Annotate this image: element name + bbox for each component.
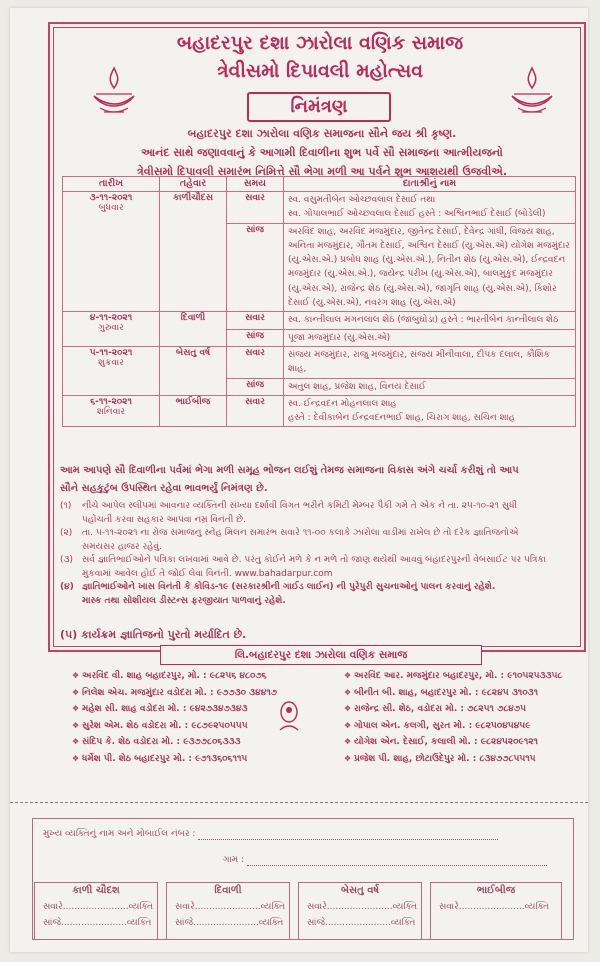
table-row: ૫-૧૧-૨૦૨૧ શુક્રવાર બેસતુ વર્ષ સવાર સંજય મજમુંદાર, રાજુ મજમુંદાર, સંજય મીનીવાલા, દીપક દલાલ, કૌશિક શાહ, [63, 346, 576, 378]
list-item: ❖ ગોપાલ એન. કલગી, સુરત મો. : ૯૮૨૫૦૪૫૪૫૯ [344, 718, 580, 735]
column-header-time: સમય [227, 177, 284, 192]
intro-text: બહાદરપુર દશા ઝારોલા વણિક સમાજના સૌને જય શ્રી કૃષ્ણ. આનંદ સાથે જણાવવાનું કે આગામી દિવાળીના શુભ પર્વે સૌ સમાજના આત્મીયજનો ત્રેવીસમો દિપાવલી સમારંભ નિમિત્તે સૌ ભેગા મળી આ પર્વને શુભ આશયથી ઉજવીએ. [136, 127, 508, 178]
table-row: ૬-૧૧-૨૦૨૧ શનિવાર ભાઈબીજ સવાર સ્વ. ઈન્દ્રવદન મોહનલાલ શાહ હસ્તે : દેવીકાબેન ઈન્દ્રવદનભાઈ શાહ, ચિરાગ શાહ, સચિન શાહ [63, 395, 576, 427]
invitation-message: આમ આપણે સૌ દિવાળીના પર્વમાં ભેગા મળી સમૂહ ભોજન લઈશું તેમજ સમાજના વિકાસ અંગે ચર્ચા કરીશું તો આપ સૌને સહકુટુંબ ઉપસ્થિત રહેવા ભાવભર્યું નિમંત્રણ છે. [60, 465, 519, 494]
list-item: ❖ યોગેશ એન. દેસાઈ, કલાલી મો. : ૯૮૨૪૫૨૦૯૧૨૧ [344, 734, 580, 751]
table-row: સાંજ અરવિંદ શાહ, અરવિંદ મજમુંદાર, જીતેન્દ્ર દેસાઈ, દેવેન્દ્ર ગાંધી, વિજય શાહ, અનિતા મજમુંદાર, ગૌતમ દેસાઈ, અશ્વિન દેસાઈ (યુ.એસ.એ) યોગેશ મજમુંદાર (યુ.એસ.એ.) પ્રબોધ શાહ (યુ.એસ.એ.), નિતીન શેઠ (યુ.એસ.એ), ઈન્દ્રવદન મજમુંદાર (યુ.એસ.એ.), જયેન્દ્ર પરીખ (યુ.એસ.એ), બાલમુકુંદ મજમુંદાર (યુ.એસ.એ), રાજેન્દ્ર શેઠ (યુ.એસ.એ), જાગૃતિ શાહ (યુ.એસ.એ), કિશોર દેસાઈ (યુ.એસ.એ), નવરંગ શાહ (યુ.એસ.એ) [63, 223, 576, 312]
list-item: ❖ રાજેન્દ્ર સી. શેઠ, વડોદરા મો. : ૭૮૨૫૧ ૭૮૪૭૫ [344, 701, 580, 718]
table-row: ૪-૧૧-૨૦૨૧ ગુરુવાર દિવાળી સવાર સ્વ. કાન્તીલાલ મગનલાલ શેઠ (જાબુઘોડા) હસ્તે : ભારતીબેન કાન્તીલાલ શેઠ [63, 312, 576, 329]
attendance-cards [34, 882, 570, 938]
list-item: (૪) જ્ઞાતિભાઈઓને ખાસ વિનંતી કે કોવિડ-૧૯ (સરકારશ્રીની ગાઈડ લાઈન) ની પુરેપુરી સુચનાઓનું પાલન કરવાનું રહેશે. માસ્ક તથા સોશીયલ ડીસ્ટન્સ ફરજીયાત પાળવાનું રહેશે. [60, 582, 496, 606]
program-note: (૫) કાર્યક્રમ જ્ઞાતિજનો પુરતો મર્યાદિત છે. [60, 628, 247, 641]
list-item: (૨) તા. ૫-૧૧-૨૦૨૧ ના રોજ સમાજનુ સ્નેહ મિલન સમારંભ સવારે ૧૧-૦૦ કલાકે ઝારોલા વાડીમાં રાખેલ છે તો દરેક જ્ઞાતિજનોએ સમયસર હાજર રહેવું. [60, 528, 519, 552]
table-row: ૩-૧૧-૨૦૨૧ બુધવાર કાળીચૌદસ સવાર સ્વ. વસુમતીબેન ઓચ્છવલાલ દેસાઈ તથા સ્વ. ગોપાલભાઈ ઓચ્છવલાલ દેસાઈ હસ્તે : અશ્વિનભાઈ દેસાઈ (બોડેલી) [63, 192, 576, 224]
signature-banner: લિ.બહાદરપુર દશા ઝારોલા વણિક સમાજ [160, 645, 482, 665]
name-label: મુખ્ય વ્યક્તિનું નામ અને મોબાઈલ નંબર : [43, 829, 196, 839]
card-besatu-varsh[interactable]: બેસતુ વર્ષ સવારે.......................વ્યક્તિ સાંજે.......................વ્યક્તિ [298, 882, 422, 939]
table-row: સાંજ પૂજા મજમુંદાર (યુ.એસ.એ) [63, 329, 576, 346]
notes-list [60, 500, 580, 608]
list-item: (૩) સર્વ જ્ઞાતિભાઈઓને પત્રિકા લખવામાં આવે છે. પરંતુ કોઈને મળે કે ન મળે તો જાણ થયેથી આવવું બહાદરપુરની વેબસાઈટ પર પત્રિકા મુકવામાં આવેલ હોઈ તે જોઈ લેવા વિનંતી. www.bahadarpur.com [60, 555, 547, 579]
column-header-festival: તહેવાર [160, 177, 227, 192]
name-field[interactable] [198, 829, 498, 840]
committee-members [72, 668, 582, 788]
list-item: ❖ સુરેશ એમ. શેઠ વડોદરા મો. : ૯૮૭૯૨૫૦૫૫૫ [72, 718, 308, 735]
list-item: ❖ પ્રજેશ પી. શાહ, છોટાઉદેપુર મો. : ૮૩૪૭૭૮૫૫૧૫ [344, 751, 580, 768]
cut-line [10, 802, 588, 803]
list-item: ❖ મહેશ સી. શાહ વડોદરા મો. : ૯૪૨૭૩૪૭૩૪૩ [72, 701, 308, 718]
list-item: ❖ સંદિપ કે. શેઠ વડોદરા મો. : ૯૩૭૭૮૦૬૩૩૩ [72, 734, 308, 751]
card-kali-chaudas[interactable]: કાળી ચૌદશ સવારે.......................વ્યક્તિ સાંજે.......................વ્યક્તિ [34, 882, 158, 939]
emblem-icon [276, 700, 302, 734]
page-subtitle: ત્રેવીસમો દિપાવલી મહોત્સવ [216, 60, 424, 82]
column-header-date: તારીખ [63, 177, 160, 192]
column-header-donor: દાતાશ્રીનું નામ [284, 177, 576, 192]
schedule-table [62, 176, 576, 427]
list-item: ❖ નિલેશ એચ. મજમુંદાર વડોદરા મો. : ૯૭૭૩૦ ૩૪૪૧૭ [72, 685, 308, 702]
invitation-badge: નિમંત્રણ [247, 92, 391, 122]
card-bhaibij[interactable]: ભાઈબીજ સવારે.......................વ્યક્તિ [430, 882, 562, 939]
village-field[interactable] [247, 855, 547, 866]
table-row: સાંજ અતુલ શાહ, પ્રજેશ શાહ, વિનય દેસાઈ [63, 378, 576, 395]
list-item: ❖ અરવિંદ આર. મજમુંદાર બહાદરપુર, મો. : ૯૧૦૫૨૫૩૩૫૮ [344, 668, 580, 685]
list-item: (૧) નીચે આપેલ સ્લીપમાં આવનાર વ્યક્તિની સંખ્યા દર્શાવી વિગત ભરીને કમિટી મેમ્બર પૈકી ગમે તે એક ને તા. ૨૫-૧૦-૨૧ સુધી પહોંચતી કરવા સહકાર આપવા નમ્ર વિનંતી છે. [60, 501, 518, 525]
village-label: ગામ : [223, 855, 245, 865]
card-diwali[interactable]: દિવાળી સવારે.......................વ્યક્તિ સાંજે.......................વ્યક્તિ [166, 882, 290, 939]
page-title: બહાદરપુર દશા ઝારોલા વણિક સમાજ [176, 32, 464, 54]
list-item: ❖ ધર્મેશ પી. શેઠ બહાદરપુર મો. : ૯૭૧૩૬૦૬૧૧૫ [72, 751, 308, 768]
list-item: ❖ અરવિંદ વી. શાહ બહાદરપુર, મો. : ૯૮૨૫૬ ૪૮૦૭૬ [72, 668, 308, 685]
list-item: ❖ બીનીત બી. શાહ, બહાદરપુર મો. : ૯૮૨૪૫ ૩૧૦૩૧ [344, 685, 580, 702]
